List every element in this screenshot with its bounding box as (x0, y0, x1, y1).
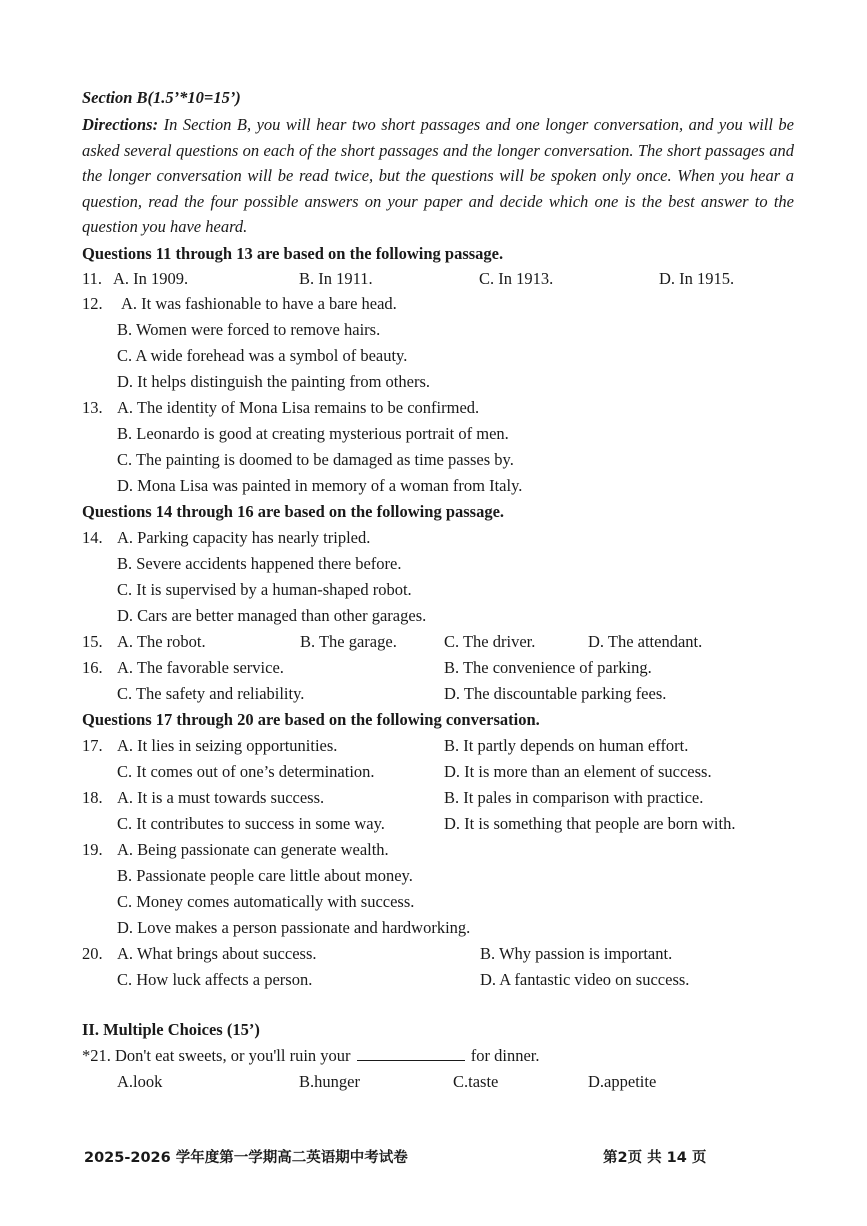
option-13-d: D. Mona Lisa was painted in memory of a woman from Italy. (117, 476, 523, 495)
option-14-a: A. Parking capacity has nearly tripled. (117, 528, 371, 547)
group-heading-17-20: Questions 17 through 20 are based on the following conversation. (82, 710, 540, 729)
option-16-a: A. The favorable service. (117, 658, 284, 677)
option-18-a: A. It is a must towards success. (117, 788, 325, 807)
option-11-c: C. In 1913. (479, 269, 554, 288)
option-20-d: D. A fantastic video on success. (480, 970, 690, 989)
option-13-c: C. The painting is doomed to be damaged as time passes by. (117, 450, 514, 469)
option-13-b: B. Leonardo is good at creating mysterious portrait of men. (117, 424, 509, 443)
part2-heading: II. Multiple Choices (15’) (82, 1020, 260, 1039)
option-14-c: C. It is supervised by a human-shaped robot. (117, 580, 412, 599)
option-12-b: B. Women were forced to remove hairs. (117, 320, 381, 339)
directions-label: Directions: (82, 115, 159, 134)
question-number-14: 14. (82, 528, 103, 547)
question-number-18: 18. (82, 788, 103, 807)
option-15-a: A. The robot. (117, 632, 206, 651)
option-21-a: A.look (117, 1072, 163, 1091)
question-21-stem (82, 1044, 540, 1068)
option-21-d: D.appetite (588, 1072, 657, 1091)
option-11-b: B. In 1911. (299, 269, 373, 288)
option-20-c: C. How luck affects a person. (117, 970, 313, 989)
option-11-a: A. In 1909. (113, 269, 189, 288)
answer-blank (357, 1045, 465, 1061)
group-heading-11-13: Questions 11 through 13 are based on the following passage. (82, 244, 504, 263)
option-12-c: C. A wide forehead was a symbol of beauty. (117, 346, 408, 365)
option-14-d: D. Cars are better managed than other garages. (117, 606, 427, 625)
option-19-a: A. Being passionate can generate wealth. (117, 840, 389, 859)
footer-exam-title: 2025-2026 学年度第一学期高二英语期中考试卷 (84, 1150, 408, 1166)
option-18-d: D. It is something that people are born with. (444, 814, 736, 833)
option-15-c: C. The driver. (444, 632, 536, 651)
section-b-heading: Section B(1.5’*10=15’) (82, 88, 241, 107)
option-18-b: B. It pales in comparison with practice. (444, 788, 704, 807)
option-16-c: C. The safety and reliability. (117, 684, 305, 703)
option-12-a: A. It was fashionable to have a bare head. (121, 294, 397, 313)
question-number-16: 16. (82, 658, 103, 677)
directions (82, 112, 794, 240)
question-number-20: 20. (82, 944, 103, 963)
question-number-11: 11. (82, 269, 103, 288)
question-number-17: 17. (82, 736, 103, 755)
question-21-text-after: for dinner. (470, 1046, 540, 1065)
question-number-19: 19. (82, 840, 103, 859)
option-17-b: B. It partly depends on human effort. (444, 736, 689, 755)
option-11-d: D. In 1915. (659, 269, 735, 288)
option-21-c: C.taste (453, 1072, 499, 1091)
directions-text: In Section B, you will hear two short passages and one longer conversation, and you will be asked several questions on each of the short passages and the longer conversation. The short passages and the longer conversation will be read twice, but the questions will be spoken only once. When you hear a question, read the four possible answers on your paper and decide which one is the best answer to the question you have heard. (82, 115, 795, 236)
option-12-d: D. It helps distinguish the painting from others. (117, 372, 431, 391)
option-19-c: C. Money comes automatically with success. (117, 892, 415, 911)
option-20-a: A. What brings about success. (117, 944, 317, 963)
question-number-21: *21. (82, 1046, 111, 1065)
option-18-c: C. It contributes to success in some way. (117, 814, 385, 833)
option-21-b: B.hunger (299, 1072, 360, 1091)
question-21-text-before: Don't eat sweets, or you'll ruin your (115, 1046, 351, 1065)
group-heading-14-16: Questions 14 through 16 are based on the following passage. (82, 502, 505, 521)
option-14-b: B. Severe accidents happened there before. (117, 554, 402, 573)
option-16-b: B. The convenience of parking. (444, 658, 652, 677)
option-19-b: B. Passionate people care little about money. (117, 866, 413, 885)
option-13-a: A. The identity of Mona Lisa remains to be confirmed. (117, 398, 480, 417)
question-number-12: 12. (82, 294, 103, 313)
option-17-d: D. It is more than an element of success. (444, 762, 712, 781)
footer-page-number: 第2页 共 14 页 (603, 1150, 707, 1166)
question-number-13: 13. (82, 398, 103, 417)
option-15-d: D. The attendant. (588, 632, 703, 651)
option-16-d: D. The discountable parking fees. (444, 684, 667, 703)
option-17-c: C. It comes out of one’s determination. (117, 762, 375, 781)
option-15-b: B. The garage. (300, 632, 397, 651)
option-19-d: D. Love makes a person passionate and hardworking. (117, 918, 471, 937)
question-number-15: 15. (82, 632, 103, 651)
option-17-a: A. It lies in seizing opportunities. (117, 736, 338, 755)
option-20-b: B. Why passion is important. (480, 944, 673, 963)
